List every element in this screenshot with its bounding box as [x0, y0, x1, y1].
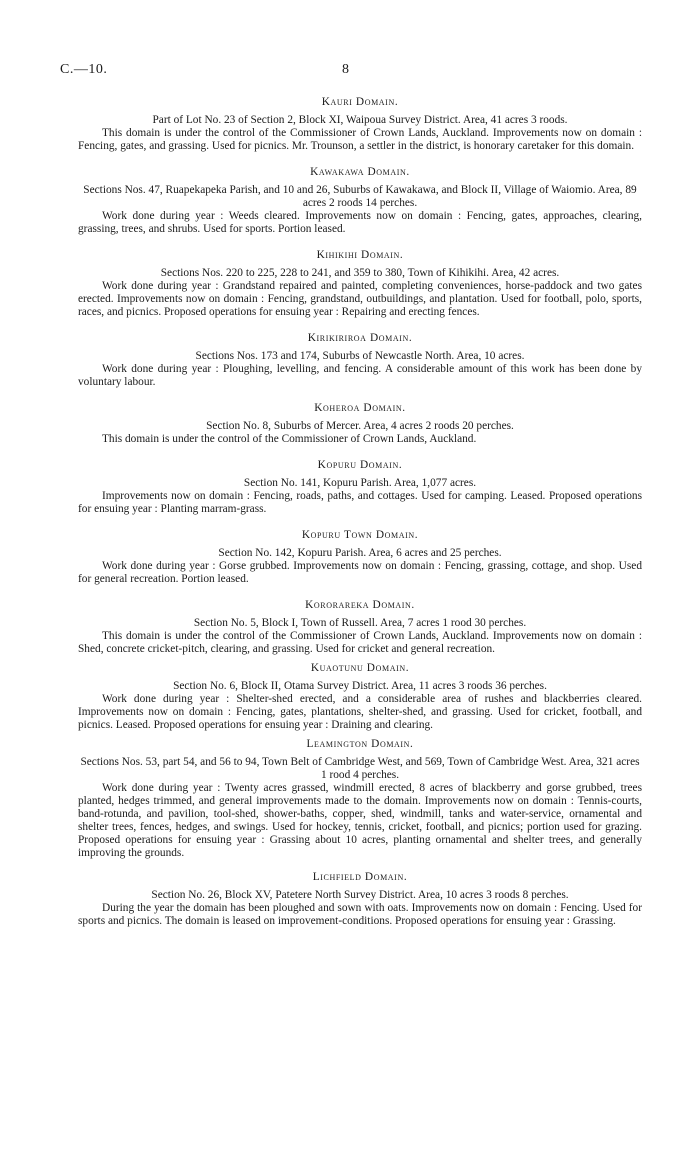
page-header [60, 62, 642, 82]
section-text: This domain is under the control of the Commissioner of Crown Lands, Auckland. Improvements now on domain : Fencing, gates, and grassing. Used for picnics. Mr. Trounson, a settler in the district, is honorary caretaker for this domain. [78, 127, 642, 152]
domain-section-koheroa [78, 402, 642, 446]
domain-section-kihikihi [78, 249, 642, 319]
page-number: 8 [342, 62, 349, 77]
domain-section-kauri [78, 96, 642, 153]
section-title: Kirikiriroa Domain. [307, 332, 413, 344]
section-text: Work done during year : Twenty acres grassed, windmill erected, 8 acres of blackberry and gorse grubbed, trees planted, hedges trimmed, and general improvements made to the domain. Improvements now on domain : Tennis-courts, band-rotunda, and pavilion, tool-shed, shower-baths, copper, shed, windmill, tanks and water-service, ornamental and shelter trees, fences, hedges, and swings. Used for hockey, tennis, cricket, football, and picnics; portion used for grazing. Proposed operations for ensuing year : Grassing about 10 acres, planting ornamental and shelter trees, and generally improving the grounds. [78, 782, 642, 859]
document-body [78, 96, 642, 928]
section-title: Kihikihi Domain. [316, 249, 404, 261]
domain-section-lichfield [78, 871, 642, 928]
domain-section-kawakawa [78, 166, 642, 236]
section-title: Leamington Domain. [306, 738, 414, 750]
section-title: Kororareka Domain. [305, 599, 415, 611]
domain-section-kirikiriroa [78, 332, 642, 389]
section-location: Section No. 142, Kopuru Parish. Area, 6 acres and 25 perches. [218, 547, 502, 559]
section-location: Sections Nos. 47, Ruapekapeka Parish, and 10 and 26, Suburbs of Kawakawa, and Block II, Village of Waiomio. Area, 89 acres 2 roods 14 perches. [83, 184, 637, 209]
section-title: Kopuru Domain. [317, 459, 403, 471]
domain-section-kuaotunu [78, 662, 642, 732]
section-title: Kauri Domain. [321, 96, 399, 108]
section-location: Section No. 5, Block I, Town of Russell. Area, 7 acres 1 rood 30 perches. [193, 617, 527, 629]
section-title: Kuaotunu Domain. [310, 662, 410, 674]
domain-section-kororareka [78, 599, 642, 656]
section-text: Work done during year : Ploughing, levelling, and fencing. A considerable amount of this work has been done by voluntary labour. [78, 363, 642, 388]
section-title: Kawakawa Domain. [310, 166, 410, 178]
section-text: Work done during year : Weeds cleared. Improvements now on domain : Fencing, gates, approaches, clearing, grassing, trees, and shrubs. Used for sports. Portion leased. [78, 210, 642, 235]
section-title: Koheroa Domain. [314, 402, 406, 414]
domain-section-leamington [78, 738, 642, 860]
section-location: Section No. 6, Block II, Otama Survey District. Area, 11 acres 3 roods 36 perches. [173, 680, 547, 692]
section-location: Section No. 141, Kopuru Parish. Area, 1,077 acres. [243, 477, 477, 489]
section-location: Sections Nos. 220 to 225, 228 to 241, and 359 to 380, Town of Kihikihi. Area, 42 acres. [160, 267, 560, 279]
section-text: Improvements now on domain : Fencing, roads, paths, and cottages. Used for camping. Leased. Proposed operations for ensuing year : Planting marram-grass. [78, 490, 642, 515]
section-text: Work done during year : Gorse grubbed. Improvements now on domain : Fencing, grassing, cottage, and shop. Used for general recreation. Portion leased. [78, 560, 642, 585]
section-location: Section No. 8, Suburbs of Mercer. Area, 4 acres 2 roods 20 perches. [206, 420, 514, 432]
section-text: During the year the domain has been ploughed and sown with oats. Improvements now on domain : Fencing. Used for sports and picnics. The domain is leased on improvement-conditions. Proposed operations for ensuing year : Grassing. [78, 902, 642, 927]
section-text: Work done during year : Shelter-shed erected, and a considerable area of rushes and blackberries cleared. Improvements now on domain : Fencing, gates, plantations, shelter-shed, and grassing. Used for cricket, football, and picnics. Leased. Proposed operations for ensuing year : Draining and clearing. [78, 693, 642, 731]
section-text: This domain is under the control of the Commissioner of Crown Lands, Auckland. [102, 433, 477, 445]
section-location: Part of Lot No. 23 of Section 2, Block XI, Waipoua Survey District. Area, 41 acres 3 roods. [152, 114, 568, 126]
section-location: Sections Nos. 173 and 174, Suburbs of Newcastle North. Area, 10 acres. [195, 350, 525, 362]
domain-section-kopuru [78, 459, 642, 516]
section-location: Section No. 26, Block XV, Patetere North Survey District. Area, 10 acres 3 roods 8 perches. [151, 889, 569, 901]
section-location: Sections Nos. 53, part 54, and 56 to 94, Town Belt of Cambridge West, and 569, Town of Cambridge West. Area, 321 acres 1 rood 4 perches. [80, 756, 640, 781]
section-title: Lichfield Domain. [312, 871, 408, 883]
section-title: Kopuru Town Domain. [301, 529, 419, 541]
section-text: This domain is under the control of the Commissioner of Crown Lands, Auckland. Improvements now on domain : Shed, concrete cricket-pitch, clearing, and grassing. Used for cricket and general recreation. [78, 630, 642, 655]
domain-section-kopuru-town [78, 529, 642, 586]
section-text: Work done during year : Grandstand repaired and painted, completing conveniences, horse-paddock and two gates erected. Improvements now on domain : Fencing, grandstand, outbuildings, and plantation. Used for football, polo, sports, races, and picnics. Proposed operations for ensuing year : Repairing and erecting fences. [78, 280, 642, 318]
document-reference: C.—10. [60, 62, 108, 77]
